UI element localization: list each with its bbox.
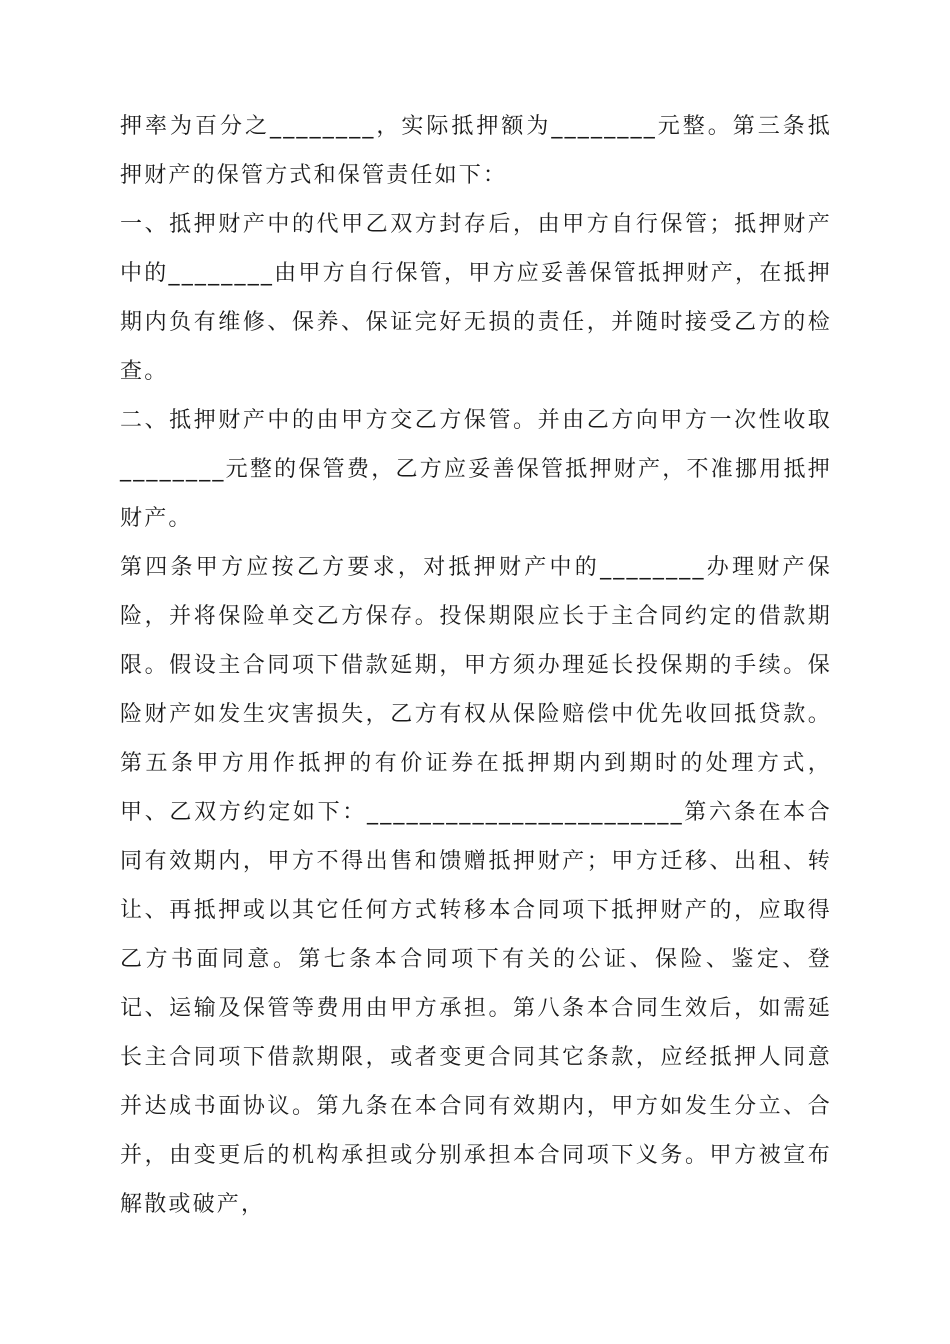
paragraph-articles-four-to-nine: 第四条甲方应按乙方要求，对抵押财产中的________办理财产保险，并将保险单交乙方保存。投保期限应长于主合同约定的借款期限。假设主合同项下借款延期，甲方须办理延长投保期的手续。保险财产如发生灾害损失，乙方有权从保险赔偿中优先收回抵贷款。第五条甲方用作抵押的有价证券在抵押期内到期时的处理方式，甲、乙双方约定如下：________________________第六条在本合同有效期内，甲方不得出售和馈赠抵押财产；甲方迁移、出租、转让、再抵押或以其它任何方式转移本合同项下抵押财产的，应取得乙方书面同意。第七条本合同项下有关的公证、保险、鉴定、登记、运输及保管等费用由甲方承担。第八条本合同生效后，如需延长主合同项下借款期限，或者变更合同其它条款，应经抵押人同意并达成书面协议。第九条在本合同有效期内，甲方如发生分立、合并，由变更后的机构承担或分别承担本合同项下义务。甲方被宣布解散或破产， [120,555,832,1217]
paragraph-custody-clause-two: 二、抵押财产中的由甲方交乙方保管。并由乙方向甲方一次性收取________元整的保管费，乙方应妥善保管抵押财产，不准挪用抵押财产。 [120,408,832,531]
document-body [120,102,832,1229]
paragraph-mortgage-rate: 押率为百分之________，实际抵押额为________元整。第三条抵押财产的保管方式和保管责任如下： [120,114,832,188]
paragraph-custody-clause-one: 一、抵押财产中的代甲乙双方封存后，由甲方自行保管；抵押财产中的________由甲方自行保管，甲方应妥善保管抵押财产，在抵押期内负有维修、保养、保证完好无损的责任，并随时接受乙方的检查。 [120,212,832,384]
